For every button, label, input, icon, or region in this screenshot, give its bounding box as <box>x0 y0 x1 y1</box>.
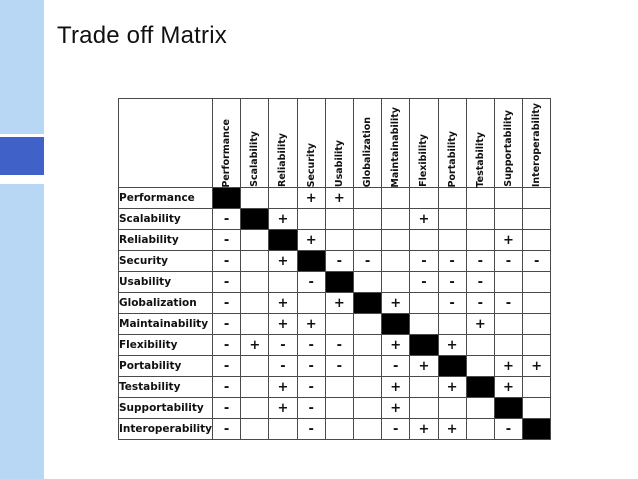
matrix-cell: - <box>213 230 241 251</box>
column-header-supportability <box>494 99 522 188</box>
matrix-row-scalability <box>119 209 551 230</box>
matrix-cell: - <box>494 293 522 314</box>
matrix-row-usability <box>119 272 551 293</box>
column-header-performance <box>213 99 241 188</box>
matrix-cell <box>438 209 466 230</box>
sidebar-decoration-bottom <box>0 184 44 479</box>
matrix-cell: - <box>410 251 438 272</box>
matrix-row-flexibility <box>119 335 551 356</box>
column-header-interoperability <box>523 99 551 188</box>
matrix-cell: - <box>466 293 494 314</box>
matrix-cell: - <box>213 335 241 356</box>
matrix-cell: - <box>297 335 325 356</box>
row-header-label: Globalization <box>119 293 213 314</box>
matrix-cell <box>241 398 269 419</box>
matrix-cell: - <box>269 335 297 356</box>
diagonal-cell <box>269 230 297 251</box>
matrix-cell: - <box>353 251 381 272</box>
matrix-cell <box>523 293 551 314</box>
matrix-cell: + <box>269 314 297 335</box>
matrix-cell: + <box>297 230 325 251</box>
matrix-cell: - <box>466 272 494 293</box>
column-header-label: Security <box>305 142 317 188</box>
row-header-label: Performance <box>119 188 213 209</box>
matrix-cell: - <box>466 251 494 272</box>
matrix-cell <box>466 335 494 356</box>
row-header-label: Maintainability <box>119 314 213 335</box>
matrix-cell <box>382 272 410 293</box>
matrix-cell <box>325 377 353 398</box>
diagonal-cell <box>438 356 466 377</box>
matrix-cell <box>325 398 353 419</box>
matrix-cell <box>410 398 438 419</box>
matrix-cell: + <box>382 398 410 419</box>
matrix-cell: + <box>269 377 297 398</box>
column-header-testability <box>466 99 494 188</box>
matrix-cell: + <box>438 335 466 356</box>
matrix-cell: + <box>269 251 297 272</box>
matrix-cell: - <box>297 356 325 377</box>
matrix-cell <box>241 188 269 209</box>
column-header-security <box>297 99 325 188</box>
matrix-cell <box>353 335 381 356</box>
matrix-cell: - <box>325 251 353 272</box>
matrix-cell: - <box>297 419 325 440</box>
column-header-portability <box>438 99 466 188</box>
matrix-cell <box>241 272 269 293</box>
diagonal-cell <box>494 398 522 419</box>
matrix-cell: - <box>494 251 522 272</box>
matrix-cell <box>325 209 353 230</box>
matrix-cell: + <box>269 398 297 419</box>
matrix-row-supportability <box>119 398 551 419</box>
matrix-cell: - <box>213 419 241 440</box>
row-header-label: Portability <box>119 356 213 377</box>
matrix-cell <box>353 398 381 419</box>
diagonal-cell <box>523 419 551 440</box>
diagonal-cell <box>410 335 438 356</box>
matrix-corner <box>119 99 213 188</box>
matrix-cell: - <box>269 356 297 377</box>
column-header-label: Testability <box>474 131 486 188</box>
column-header-label: Portability <box>446 130 458 188</box>
matrix-cell: + <box>523 356 551 377</box>
matrix-cell: - <box>438 272 466 293</box>
matrix-cell: - <box>438 251 466 272</box>
matrix-cell <box>241 377 269 398</box>
matrix-cell <box>466 356 494 377</box>
matrix-cell <box>325 314 353 335</box>
matrix-cell: - <box>213 377 241 398</box>
matrix-cell: - <box>213 272 241 293</box>
matrix-row-reliability <box>119 230 551 251</box>
matrix-cell: + <box>297 314 325 335</box>
matrix-cell <box>241 356 269 377</box>
column-header-label: Maintainability <box>390 106 402 188</box>
matrix-row-interoperability <box>119 419 551 440</box>
diagonal-cell <box>325 272 353 293</box>
column-header-label: Globalization <box>362 116 374 188</box>
matrix-cell <box>523 335 551 356</box>
matrix-cell <box>353 419 381 440</box>
matrix-cell <box>382 251 410 272</box>
row-header-label: Reliability <box>119 230 213 251</box>
matrix-cell <box>353 230 381 251</box>
matrix-cell <box>382 209 410 230</box>
matrix-cell: - <box>494 419 522 440</box>
matrix-cell <box>353 377 381 398</box>
matrix-cell: - <box>213 398 241 419</box>
column-header-label: Reliability <box>277 133 289 188</box>
column-header-scalability <box>241 99 269 188</box>
matrix-cell <box>523 230 551 251</box>
diagonal-cell <box>213 188 241 209</box>
matrix-cell <box>466 230 494 251</box>
diagonal-cell <box>466 377 494 398</box>
matrix-cell: + <box>410 356 438 377</box>
matrix-cell <box>241 293 269 314</box>
matrix-cell <box>410 293 438 314</box>
matrix-cell: - <box>297 377 325 398</box>
sidebar-accent-block <box>0 137 44 175</box>
matrix-cell <box>382 188 410 209</box>
matrix-cell <box>438 188 466 209</box>
matrix-cell <box>466 209 494 230</box>
matrix-cell: + <box>269 293 297 314</box>
matrix-cell <box>410 188 438 209</box>
row-header-label: Testability <box>119 377 213 398</box>
matrix-cell <box>438 230 466 251</box>
matrix-cell: - <box>382 356 410 377</box>
matrix-cell: - <box>213 314 241 335</box>
matrix-cell <box>353 314 381 335</box>
matrix-cell <box>523 209 551 230</box>
row-header-label: Scalability <box>119 209 213 230</box>
matrix-cell: - <box>213 251 241 272</box>
matrix-cell: + <box>382 293 410 314</box>
matrix-cell <box>494 209 522 230</box>
matrix-cell <box>382 230 410 251</box>
column-header-label: Flexibility <box>418 134 430 188</box>
matrix-row-security <box>119 251 551 272</box>
trade-off-matrix <box>118 98 551 440</box>
matrix-cell <box>466 419 494 440</box>
matrix-cell: - <box>523 251 551 272</box>
matrix-row-testability <box>119 377 551 398</box>
diagonal-cell <box>382 314 410 335</box>
matrix-cell: + <box>438 419 466 440</box>
matrix-cell: - <box>213 356 241 377</box>
matrix-row-maintainability <box>119 314 551 335</box>
matrix-cell <box>241 251 269 272</box>
column-header-label: Supportability <box>502 110 514 188</box>
matrix-cell: - <box>382 419 410 440</box>
matrix-cell <box>353 272 381 293</box>
slide-title: Trade off Matrix <box>57 22 227 49</box>
diagonal-cell <box>297 251 325 272</box>
matrix-cell: + <box>241 335 269 356</box>
column-header-flexibility <box>410 99 438 188</box>
matrix-cell <box>523 398 551 419</box>
matrix-row-globalization <box>119 293 551 314</box>
matrix-cell: - <box>325 356 353 377</box>
matrix-cell: - <box>438 293 466 314</box>
matrix-cell <box>438 314 466 335</box>
matrix-cell <box>269 419 297 440</box>
matrix-cell: + <box>325 188 353 209</box>
matrix-cell: + <box>494 377 522 398</box>
matrix-cell <box>466 188 494 209</box>
matrix-cell <box>466 398 494 419</box>
matrix-cell <box>241 314 269 335</box>
matrix-body <box>119 188 551 440</box>
matrix-row-performance <box>119 188 551 209</box>
matrix-row-portability <box>119 356 551 377</box>
diagonal-cell <box>241 209 269 230</box>
matrix-cell <box>523 314 551 335</box>
matrix-cell <box>410 377 438 398</box>
matrix-cell: + <box>269 209 297 230</box>
matrix-cell <box>410 230 438 251</box>
matrix-cell <box>353 356 381 377</box>
matrix-cell: + <box>438 377 466 398</box>
matrix-cell: + <box>494 230 522 251</box>
row-header-label: Interoperability <box>119 419 213 440</box>
matrix-cell <box>353 209 381 230</box>
row-header-label: Usability <box>119 272 213 293</box>
matrix-cell <box>523 272 551 293</box>
matrix-cell <box>325 419 353 440</box>
column-header-maintainability <box>382 99 410 188</box>
matrix-cell <box>353 188 381 209</box>
matrix-cell: + <box>466 314 494 335</box>
matrix-cell: + <box>325 293 353 314</box>
matrix-cell <box>494 188 522 209</box>
matrix-cell <box>523 188 551 209</box>
column-header-label: Scalability <box>249 131 261 188</box>
matrix-cell: + <box>410 209 438 230</box>
matrix-cell <box>269 272 297 293</box>
diagonal-cell <box>353 293 381 314</box>
matrix-cell: - <box>325 335 353 356</box>
matrix-cell <box>241 230 269 251</box>
matrix-cell <box>438 398 466 419</box>
matrix-cell <box>297 293 325 314</box>
row-header-label: Flexibility <box>119 335 213 356</box>
matrix-cell: - <box>297 398 325 419</box>
row-header-label: Security <box>119 251 213 272</box>
column-header-globalization <box>353 99 381 188</box>
matrix-cell <box>494 335 522 356</box>
matrix-cell: + <box>410 419 438 440</box>
matrix-cell: + <box>382 377 410 398</box>
row-header-label: Supportability <box>119 398 213 419</box>
column-header-reliability <box>269 99 297 188</box>
matrix-cell <box>494 314 522 335</box>
matrix-cell: + <box>382 335 410 356</box>
matrix-cell <box>494 272 522 293</box>
matrix-cell <box>410 314 438 335</box>
matrix-header-row <box>119 99 551 188</box>
column-header-label: Performance <box>221 118 233 188</box>
matrix-cell: - <box>213 293 241 314</box>
column-header-label: Usability <box>333 140 345 188</box>
matrix-cell: - <box>297 272 325 293</box>
matrix-cell: - <box>213 209 241 230</box>
matrix-cell: + <box>494 356 522 377</box>
matrix-cell: + <box>297 188 325 209</box>
matrix-cell: - <box>410 272 438 293</box>
matrix-cell <box>269 188 297 209</box>
column-header-usability <box>325 99 353 188</box>
column-header-label: Interoperability <box>531 103 543 188</box>
matrix-cell <box>325 230 353 251</box>
matrix-cell <box>297 209 325 230</box>
sidebar-decoration-top <box>0 0 44 134</box>
matrix-cell <box>241 419 269 440</box>
matrix-cell <box>523 377 551 398</box>
